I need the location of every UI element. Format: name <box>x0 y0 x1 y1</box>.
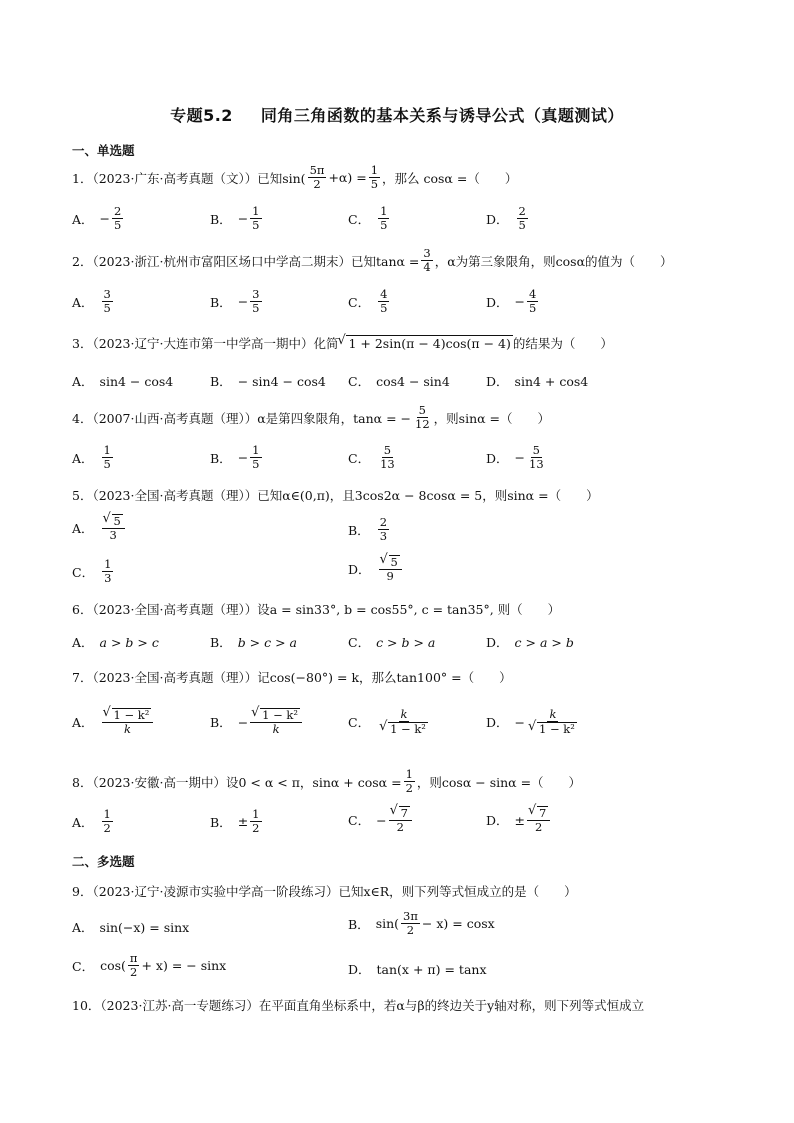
q4-option-d[interactable]: D． − $\frac{5}{13}$ <box>486 443 544 472</box>
q3-option-c[interactable]: C． cos4 − sin4 <box>348 373 450 389</box>
question-5: 5．（2023·全国·高考真题（理））已知α∈(0,π)，且3cos2α − 8cosα = 5，则sinα =（ ） <box>72 488 599 503</box>
q7-option-c[interactable]: C． k √ 1 − k² <box>348 708 432 736</box>
q7-option-a[interactable]: A． √ $\frac{\text{1 − k²}}{k}$ <box>72 708 155 736</box>
section-single-choice: 一、单选题 <box>72 143 135 158</box>
q2-option-c[interactable]: C． $\frac{4}{5}$ <box>348 287 388 316</box>
q6-option-d[interactable]: D． c > a > b <box>486 634 574 650</box>
q4-option-b[interactable]: B． − $\frac{1}{5}$ <box>210 443 260 472</box>
q8-option-d[interactable]: D． ± √ $\frac{7}{2}$ <box>486 806 552 834</box>
question-7: 7．（2023·全国·高考真题（理））记cos(−80°) = k，那么tan100° =（ ） <box>72 670 512 685</box>
q4-option-c[interactable]: C． $\frac{5}{13}$ <box>348 443 395 472</box>
question-10: 10．（2023·江苏·高一专题练习）在平面直角坐标系中，若α与β的终边关于y轴对称，则下列等式恒成立 <box>72 998 645 1013</box>
q4-option-a[interactable]: A． $\frac{1}{5}$ <box>72 443 111 472</box>
q9-option-c[interactable]: C． cos( $\frac{\pi}{2}$ + x) = − sinx <box>72 951 227 980</box>
q5-option-c[interactable]: C． $\frac{1}{3}$ <box>72 557 112 586</box>
page-title: 专题5.2 同角三角函数的基本关系与诱导公式（真题测试） <box>170 106 624 125</box>
q8-option-c[interactable]: C． − √ $\frac{7}{2}$ <box>348 806 414 834</box>
q7-option-d[interactable]: D． − k √ 1 − k² <box>486 708 581 736</box>
q3-option-d[interactable]: D． sin4 + cos4 <box>486 373 589 389</box>
q1-option-d[interactable]: D． $\frac{2}{5}$ <box>486 204 526 233</box>
q6-option-b[interactable]: B． b > c > a <box>210 634 297 650</box>
q2-option-b[interactable]: B． − $\frac{3}{5}$ <box>210 287 260 316</box>
question-1: 1．（2023·广东·高考真题（文））已知sin( $\frac{5\pi}{2}$ +α) = $\frac{1}{5}$ ，那么 cosα =（ ） <box>72 163 518 192</box>
q6-option-a[interactable]: A． a > b > c <box>72 634 159 650</box>
q9-option-d[interactable]: D． tan(x + π) = tanx <box>348 961 487 977</box>
q9-option-b[interactable]: B． sin( $\frac{3\pi}{2}$ − x) = cosx <box>348 909 495 938</box>
q5-option-b[interactable]: B． $\frac{2}{3}$ <box>348 515 388 544</box>
q6-option-c[interactable]: C． c > b > a <box>348 634 436 650</box>
q1-option-c[interactable]: C． $\frac{1}{5}$ <box>348 204 388 233</box>
q7-option-b[interactable]: B． − √ $\frac{\text{1 − k²}}{k}$ <box>210 708 304 736</box>
question-9: 9．（2023·辽宁·凌源市实验中学高一阶段练习）已知x∈R，则下列等式恒成立的是（ ） <box>72 884 577 899</box>
question-6: 6．（2023·全国·高考真题（理））设a = sin33°, b = cos55°, c = tan35°, 则（ ） <box>72 602 561 617</box>
question-3: 3．（2023·辽宁·大连市第一中学高一期中）化简 √ 1 + 2sin(π − 4)cos(π − 4) 的结果为（ ） <box>72 334 613 352</box>
q1-option-a[interactable]: A． − $\frac{2}{5}$ <box>72 204 122 233</box>
q9-option-a[interactable]: A． sin(−x) = sinx <box>72 919 190 935</box>
question-2: 2．（2023·浙江·杭州市富阳区场口中学高二期末）已知tanα = $\frac{3}{4}$ ，α为第三象限角，则cosα的值为（ ） <box>72 246 673 275</box>
q8-option-b[interactable]: B． ± $\frac{1}{2}$ <box>210 807 260 836</box>
q5-option-d[interactable]: D． √ $\frac{5}{9}$ <box>348 555 404 583</box>
q2-option-a[interactable]: A． $\frac{3}{5}$ <box>72 287 111 316</box>
section-multi-choice: 二、多选题 <box>72 854 135 869</box>
q3-option-b[interactable]: B． − sin4 − cos4 <box>210 373 326 389</box>
q5-option-a[interactable]: A． √ $\frac{5}{3}$ <box>72 514 127 542</box>
q8-option-a[interactable]: A． $\frac{1}{2}$ <box>72 807 111 836</box>
question-8: 8．（2023·安徽·高一期中）设0 < α < π，sinα + cosα = $\frac{1}{2}$ ，则cosα − sinα =（ ） <box>72 767 582 796</box>
q3-option-a[interactable]: A． sin4 − cos4 <box>72 373 174 389</box>
q1-option-b[interactable]: B． − $\frac{1}{5}$ <box>210 204 260 233</box>
q2-option-d[interactable]: D． − $\frac{4}{5}$ <box>486 287 537 316</box>
question-4: 4．（2007·山西·高考真题（理））α是第四象限角，tanα = − $\frac{5}{12}$ ，则sinα =（ ） <box>72 403 551 432</box>
